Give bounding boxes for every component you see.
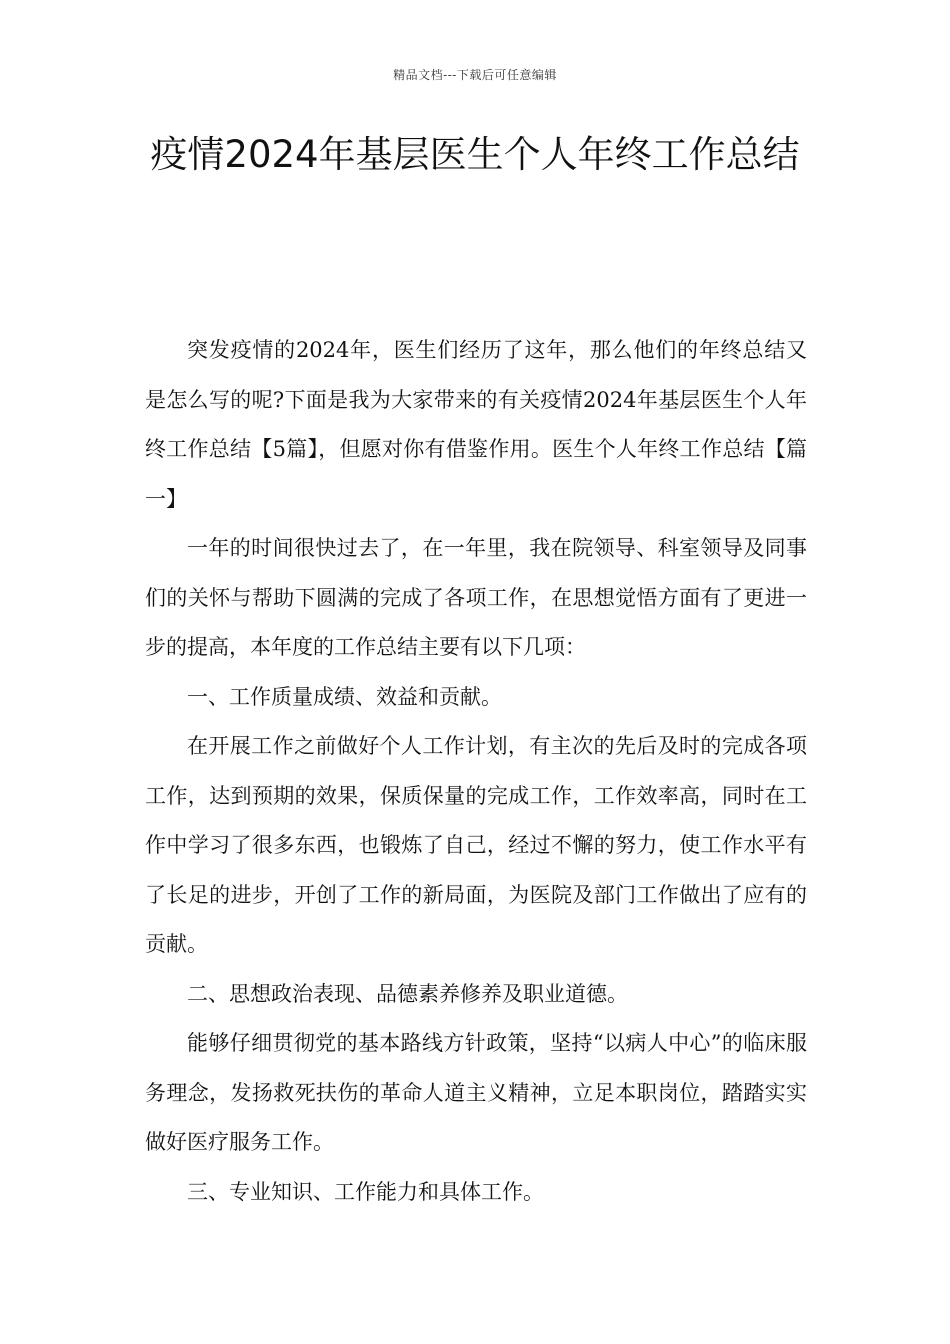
document-body — [145, 326, 807, 1217]
section-heading-2: 二、思想政治表现、品德素养修养及职业道德。 — [187, 981, 628, 1006]
header-note: 精品文档---下载后可任意编辑 — [393, 68, 557, 82]
section-heading-1: 一、工作质量成绩、效益和贡献。 — [187, 684, 502, 709]
paragraph-work-quality: 在开展工作之前做好个人工作计划，有主次的先后及时的完成各项工作，达到预期的效果，保质保量的完成工作，工作效率高，同时在工作中学习了很多东西，也锻炼了自己，经过不懈的努力，使工作水平有了长足的进步，开创了工作的新局面，为医院及部门工作做出了应有的贡献。 — [145, 734, 807, 956]
document-title: 疫情2024年基层医生个人年终工作总结 — [150, 133, 800, 176]
paragraph-intro: 突发疫情的2024年，医生们经历了这年，那么他们的年终总结又是怎么写的呢?下面是我为大家带来的有关疫情2024年基层医生个人年终工作总结【5篇】，但愿对你有借鉴作用。医生个人年终工作总结【篇一】 — [145, 338, 807, 511]
paragraph-ethics: 能够仔细贯彻党的基本路线方针政策，坚持“以病人中心”的临床服务理念，发扬救死扶伤的革命人道主义精神，立足本职岗位，踏踏实实做好医疗服务工作。 — [145, 1031, 807, 1154]
section-heading-3: 三、专业知识、工作能力和具体工作。 — [187, 1179, 544, 1204]
paragraph-year-review: 一年的时间很快过去了，在一年里，我在院领导、科室领导及同事们的关怀与帮助下圆满的完成了各项工作，在思想觉悟方面有了更进一步的提高，本年度的工作总结主要有以下几项： — [145, 536, 807, 659]
